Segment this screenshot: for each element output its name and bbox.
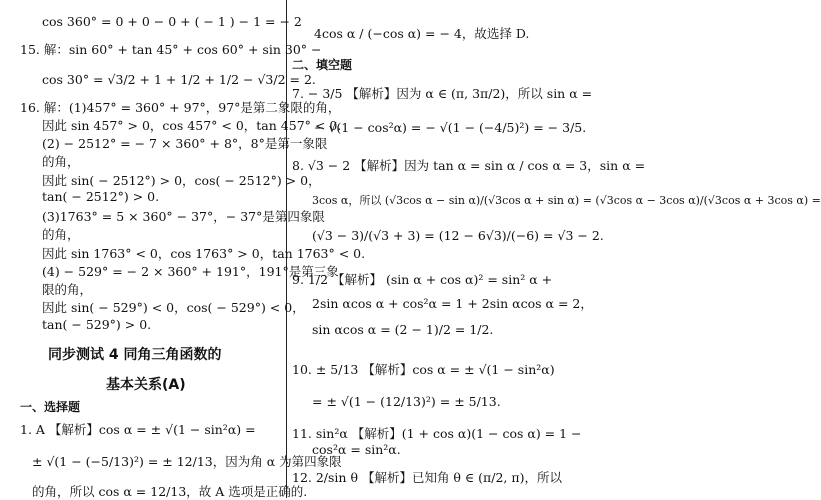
section-heading: 二、填空题 xyxy=(292,58,353,72)
text-line: − √(1 − cos²α) = − √(1 − (−4/5)²) = − 3/5. xyxy=(314,120,587,135)
text-line: 的角，所以 cos α = 12/13，故 A 选项是正确的. xyxy=(32,484,308,499)
text-line: 因此 sin( − 2512°) > 0，cos( − 2512°) > 0， xyxy=(42,173,321,188)
text-line: 15. 解：sin 60° + tan 45° + cos 60° + sin 30° − xyxy=(20,42,322,57)
text-line: = ± √(1 − (12/13)²) = ± 5/13. xyxy=(312,394,501,409)
text-line: 1. A 【解析】cos α = ± √(1 − sin²α) = xyxy=(20,422,256,437)
section-heading: 一、选择题 xyxy=(20,400,81,414)
text-line: 3cos α，所以 (√3cos α − sin α)/(√3cos α + sin α) = (√3cos α − 3cos α)/(√3cos α + 3cos α) = xyxy=(312,194,821,207)
text-line: (4) − 529° = − 2 × 360° + 191°，191°是第三象 xyxy=(42,264,339,279)
text-line: 8. √3 − 2 【解析】因为 tan α = sin α / cos α = 3，sin α = xyxy=(292,158,646,173)
text-line: 因此 sin( − 529°) < 0，cos( − 529°) < 0， xyxy=(42,300,305,315)
text-line: cos 360° = 0 + 0 − 0 + ( − 1 ) − 1 = − 2 xyxy=(42,14,302,29)
text-line: cos²α = sin²α. xyxy=(312,442,401,457)
text-line: (3)1763° = 5 × 360° − 37°，− 37°是第四象限 xyxy=(42,209,325,224)
text-line: 12. 2/sin θ 【解析】已知角 θ ∈ (π/2, π)，所以 xyxy=(292,470,562,485)
text-line: 10. ± 5/13 【解析】cos α = ± √(1 − sin²α) xyxy=(292,362,555,377)
text-line: 7. − 3/5 【解析】因为 α ∈ (π, 3π/2)，所以 sin α = xyxy=(292,86,593,101)
text-line: (2) − 2512° = − 7 × 360° + 8°，8°是第一象限 xyxy=(42,136,328,151)
text-line: cos 30° = √3/2 + 1 + 1/2 + 1/2 − √3/2 = 2. xyxy=(42,72,316,87)
section-subtitle: 基本关系(A) xyxy=(106,377,186,393)
section-title: 同步测试 4 同角三角函数的 xyxy=(48,347,222,363)
text-line: 限的角， xyxy=(42,282,93,297)
text-line: (√3 − 3)/(√3 + 3) = (12 − 6√3)/(−6) = √3 − 2. xyxy=(312,228,604,243)
text-line: 9. 1/2 【解析】 (sin α + cos α)² = sin² α + xyxy=(292,272,553,287)
text-line: 11. sin²α 【解析】(1 + cos α)(1 − cos α) = 1 − xyxy=(292,426,582,441)
text-line: 因此 sin 457° > 0，cos 457° < 0，tan 457° < 0. xyxy=(42,118,342,133)
text-line: 4cos α / (−cos α) = − 4，故选择 D. xyxy=(314,26,530,41)
text-line: 因此 sin 1763° < 0，cos 1763° > 0，tan 1763° < 0. xyxy=(42,246,366,261)
text-line: 的角， xyxy=(42,227,80,242)
text-line: tan( − 2512°) > 0. xyxy=(42,189,160,204)
text-line: 16. 解：(1)457° = 360° + 97°，97°是第二象限的角， xyxy=(20,100,341,115)
text-line: sin αcos α = (2 − 1)/2 = 1/2. xyxy=(312,322,494,337)
text-line: tan( − 529°) > 0. xyxy=(42,317,152,332)
text-line: 的角， xyxy=(42,154,80,169)
text-line: ± √(1 − (−5/13)²) = ± 12/13，因为角 α 为第四象限 xyxy=(32,454,342,469)
text-line: 2sin αcos α + cos²α = 1 + 2sin αcos α = 2， xyxy=(312,296,593,311)
